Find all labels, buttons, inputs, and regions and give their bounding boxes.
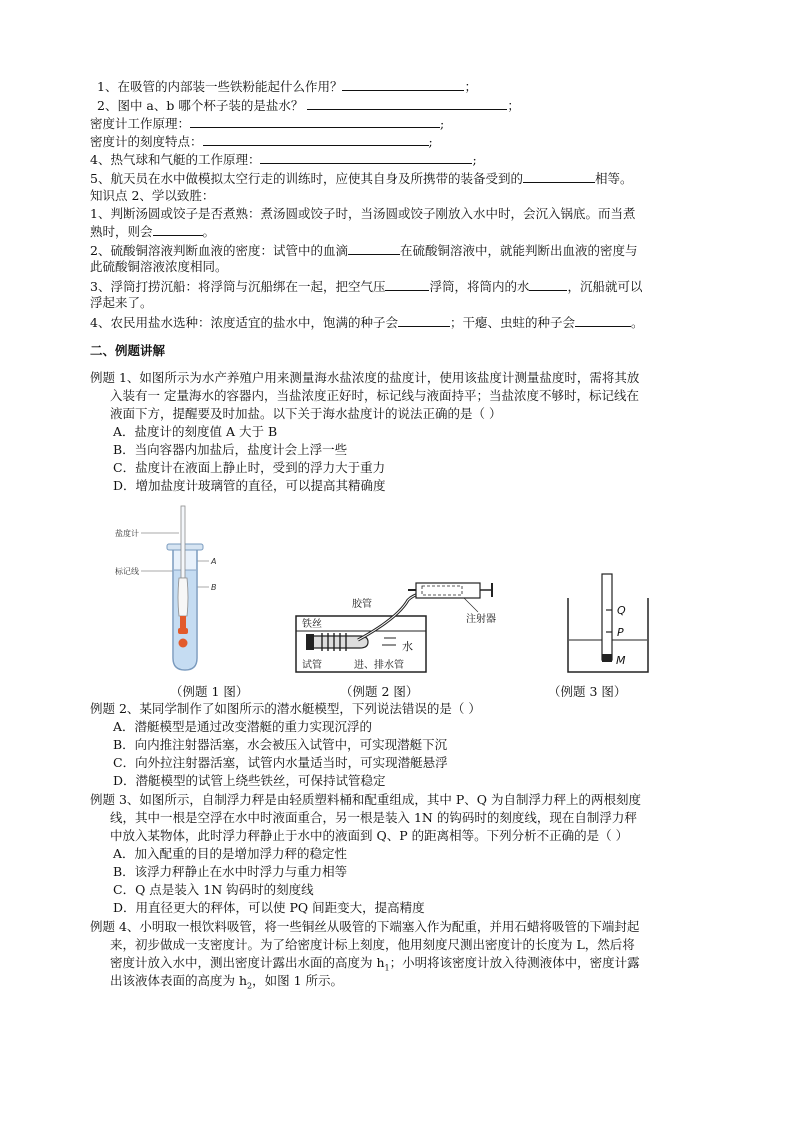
example-1-option-d[interactable]: D．增加盐度计玻璃管的直径，可以提高其精确度	[113, 478, 386, 493]
punct: ;	[440, 116, 445, 131]
text: 出该液体表面的高度为 h	[110, 973, 248, 988]
answer-blank[interactable]	[342, 78, 464, 91]
answer-blank[interactable]	[385, 278, 429, 291]
text: 3、浮筒打捞沉船：将浮筒与沉船绑在一起，把空气压	[90, 279, 386, 294]
question-2-text: 2、图中 a、b 哪个杯子装的是盐水？	[97, 98, 304, 113]
punct: 。	[202, 224, 216, 239]
knowledge-2-3a	[90, 278, 643, 295]
example-4-line-2: 来，初步做成一支密度计。为了给密度计标上刻度，他用刻度尺测出密度计的长度为 L，然后将	[110, 937, 635, 952]
example-3-line-2: 线，其中一根是空浮在水中时液面重合，另一根是装入 1N 的钩码时的刻度线，现在自制浮力秤	[110, 810, 637, 825]
label-test-tube: 试管	[302, 660, 322, 671]
question-2	[97, 97, 520, 114]
answer-blank[interactable]	[398, 314, 450, 327]
example-2-option-d[interactable]: D．潜艇模型的试管上绕些铁丝，可保持试管稳定	[113, 773, 386, 788]
figure-1-caption: （例题 1 图）	[170, 684, 249, 699]
question-5	[90, 170, 632, 187]
question-1	[97, 78, 477, 95]
text: ，沉船就可以	[567, 279, 643, 294]
knowledge-2-4	[90, 314, 644, 331]
knowledge-2-3b: 浮起来了。	[90, 295, 153, 310]
label-q: Q	[617, 604, 626, 617]
example-1-line-2: 入装有一 定量海水的容器内，当盐浓度正好时，标记线与液面持平；当盐浓度不够时，标记线在	[110, 388, 639, 403]
punct: ；	[464, 79, 477, 94]
answer-blank[interactable]	[523, 170, 595, 183]
knowledge-2-2a	[90, 242, 637, 259]
label-mark-line: 标记线	[115, 567, 139, 576]
example-2-option-b[interactable]: B．向内推注射器活塞，水会被压入试管中，可实现潜艇下沉	[113, 737, 448, 752]
text: 浮筒，将筒内的水	[429, 279, 530, 294]
figure-3-caption: （例题 3 图）	[548, 684, 627, 699]
example-2-line-1: 例题 2、某同学制作了如图所示的潜水艇模型，下列说法错误的是（ ）	[90, 701, 481, 716]
example-1-line-1: 例题 1、如图所示为水产养殖户用来测量海水盐浓度的盐度计，使用该盐度计测量盐度时，需将其放	[90, 370, 640, 385]
example-2-option-a[interactable]: A．潜艇模型是通过改变潜艇的重力实现沉浮的	[113, 719, 373, 734]
label-a: A	[211, 557, 217, 566]
label-iron-wire: 铁丝	[302, 619, 322, 630]
figure-2-caption: （例题 2 图）	[340, 684, 419, 699]
section-title: 二、例题讲解	[90, 343, 166, 358]
answer-blank[interactable]	[575, 314, 631, 327]
label-b: B	[211, 583, 217, 592]
label-salinity-meter: 盐度计	[115, 529, 139, 538]
question-5-text: 5、航天员在水中做模拟太空行走的训练时，应使其自身及所携带的装备受到的	[90, 171, 523, 186]
density-principle-line	[90, 115, 444, 132]
text: ，如图 1 所示。	[252, 973, 344, 988]
answer-blank[interactable]	[153, 223, 203, 236]
subscript: 1	[384, 963, 390, 973]
example-3-line-3: 中放入某物体，此时浮力秤静止于水中的液面到 Q、P 的距离相等。下列分析不正确的是（ ）	[110, 828, 629, 843]
figure-2-submarine-model	[288, 578, 503, 676]
answer-blank[interactable]	[260, 151, 472, 164]
example-3-option-a[interactable]: A．加入配重的目的是增加浮力秤的稳定性	[113, 846, 348, 861]
text: ；小明将该密度计放入待测液体中，密度计露	[389, 955, 640, 970]
example-1-option-c[interactable]: C．盐度计在液面上静止时，受到的浮力大于重力	[113, 460, 386, 475]
label-p: P	[617, 626, 624, 639]
density-principle-label: 密度计工作原理：	[90, 116, 191, 131]
punct: 。	[630, 315, 644, 330]
example-1-option-b[interactable]: B．当向容器内加盐后，盐度计会上浮一些	[113, 442, 348, 457]
punct: ;	[428, 134, 433, 149]
knowledge-2-1a: 1、判断汤圆或饺子是否煮熟：煮汤圆或饺子时，当汤圆或饺子刚放入水中时，会沉入锅底。而当煮	[90, 206, 636, 221]
subscript: 2	[247, 981, 253, 991]
answer-blank[interactable]	[203, 133, 429, 146]
example-2-option-c[interactable]: C．向外拉注射器活塞，试管内水量适当时，可实现潜艇悬浮	[113, 755, 448, 770]
punct: ；	[507, 98, 520, 113]
example-3-option-b[interactable]: B．该浮力秤静止在水中时浮力与重力相等	[113, 864, 348, 879]
text: ；干瘪、虫蛀的种子会	[449, 315, 575, 330]
text: 密度计放入水中，测出密度计露出水面的高度为 h	[110, 955, 385, 970]
answer-blank[interactable]	[529, 278, 567, 291]
text: 熟时，则会	[90, 224, 153, 239]
example-4-line-4	[110, 973, 343, 995]
example-4-line-1: 例题 4、小明取一根饮料吸管，将一些铜丝从吸管的下端塞入作为配重，并用石蜡将吸管的下端封起	[90, 919, 640, 934]
answer-blank[interactable]	[307, 97, 507, 110]
label-m: M	[616, 654, 626, 667]
example-3-option-c[interactable]: C．Q 点是装入 1N 钩码时的刻度线	[113, 882, 314, 897]
question-4	[90, 151, 477, 168]
punct: 相等。	[594, 171, 633, 186]
label-syringe: 注射器	[466, 614, 496, 625]
answer-blank[interactable]	[190, 115, 440, 128]
figure-1-salinity-meter	[115, 498, 235, 676]
punct: ;	[472, 152, 477, 167]
knowledge-2-2b: 此硫酸铜溶液浓度相同。	[90, 259, 228, 274]
label-hose: 胶管	[352, 599, 372, 610]
knowledge-point-2-title: 知识点 2、学以致胜：	[90, 188, 215, 203]
knowledge-2-1b	[90, 223, 215, 240]
density-scale-line	[90, 133, 433, 150]
question-1-text: 1、在吸管的内部装一些铁粉能起什么作用？	[97, 79, 343, 94]
figure-3-buoyancy-scale	[562, 570, 662, 676]
density-scale-label: 密度计的刻度特点：	[90, 134, 203, 149]
label-water: 水	[402, 640, 413, 653]
example-3-option-d[interactable]: D．用直径更大的秤体，可以使 PQ 间距变大，提高精度	[113, 900, 425, 915]
text: 2、硫酸铜溶液判断血液的密度：试管中的血滴	[90, 243, 348, 258]
text: 在硫酸铜溶液中，就能判断出血液的密度与	[399, 243, 638, 258]
answer-blank[interactable]	[348, 242, 400, 255]
label-water-pipe: 进、排水管	[354, 660, 404, 671]
example-1-line-3: 液面下方，提醒要及时加盐。以下关于海水盐度计的说法正确的是（ ）	[110, 406, 502, 421]
example-3-line-1: 例题 3、如图所示，自制浮力秤是由轻质塑料桶和配重组成，其中 P、Q 为自制浮力秤上的两根刻度	[90, 792, 642, 807]
example-1-option-a[interactable]: A．盐度计的刻度值 A 大于 B	[113, 424, 278, 439]
text: 4、农民用盐水选种：浓度适宜的盐水中，饱满的种子会	[90, 315, 398, 330]
question-4-text: 4、热气球和气艇的工作原理：	[90, 152, 261, 167]
